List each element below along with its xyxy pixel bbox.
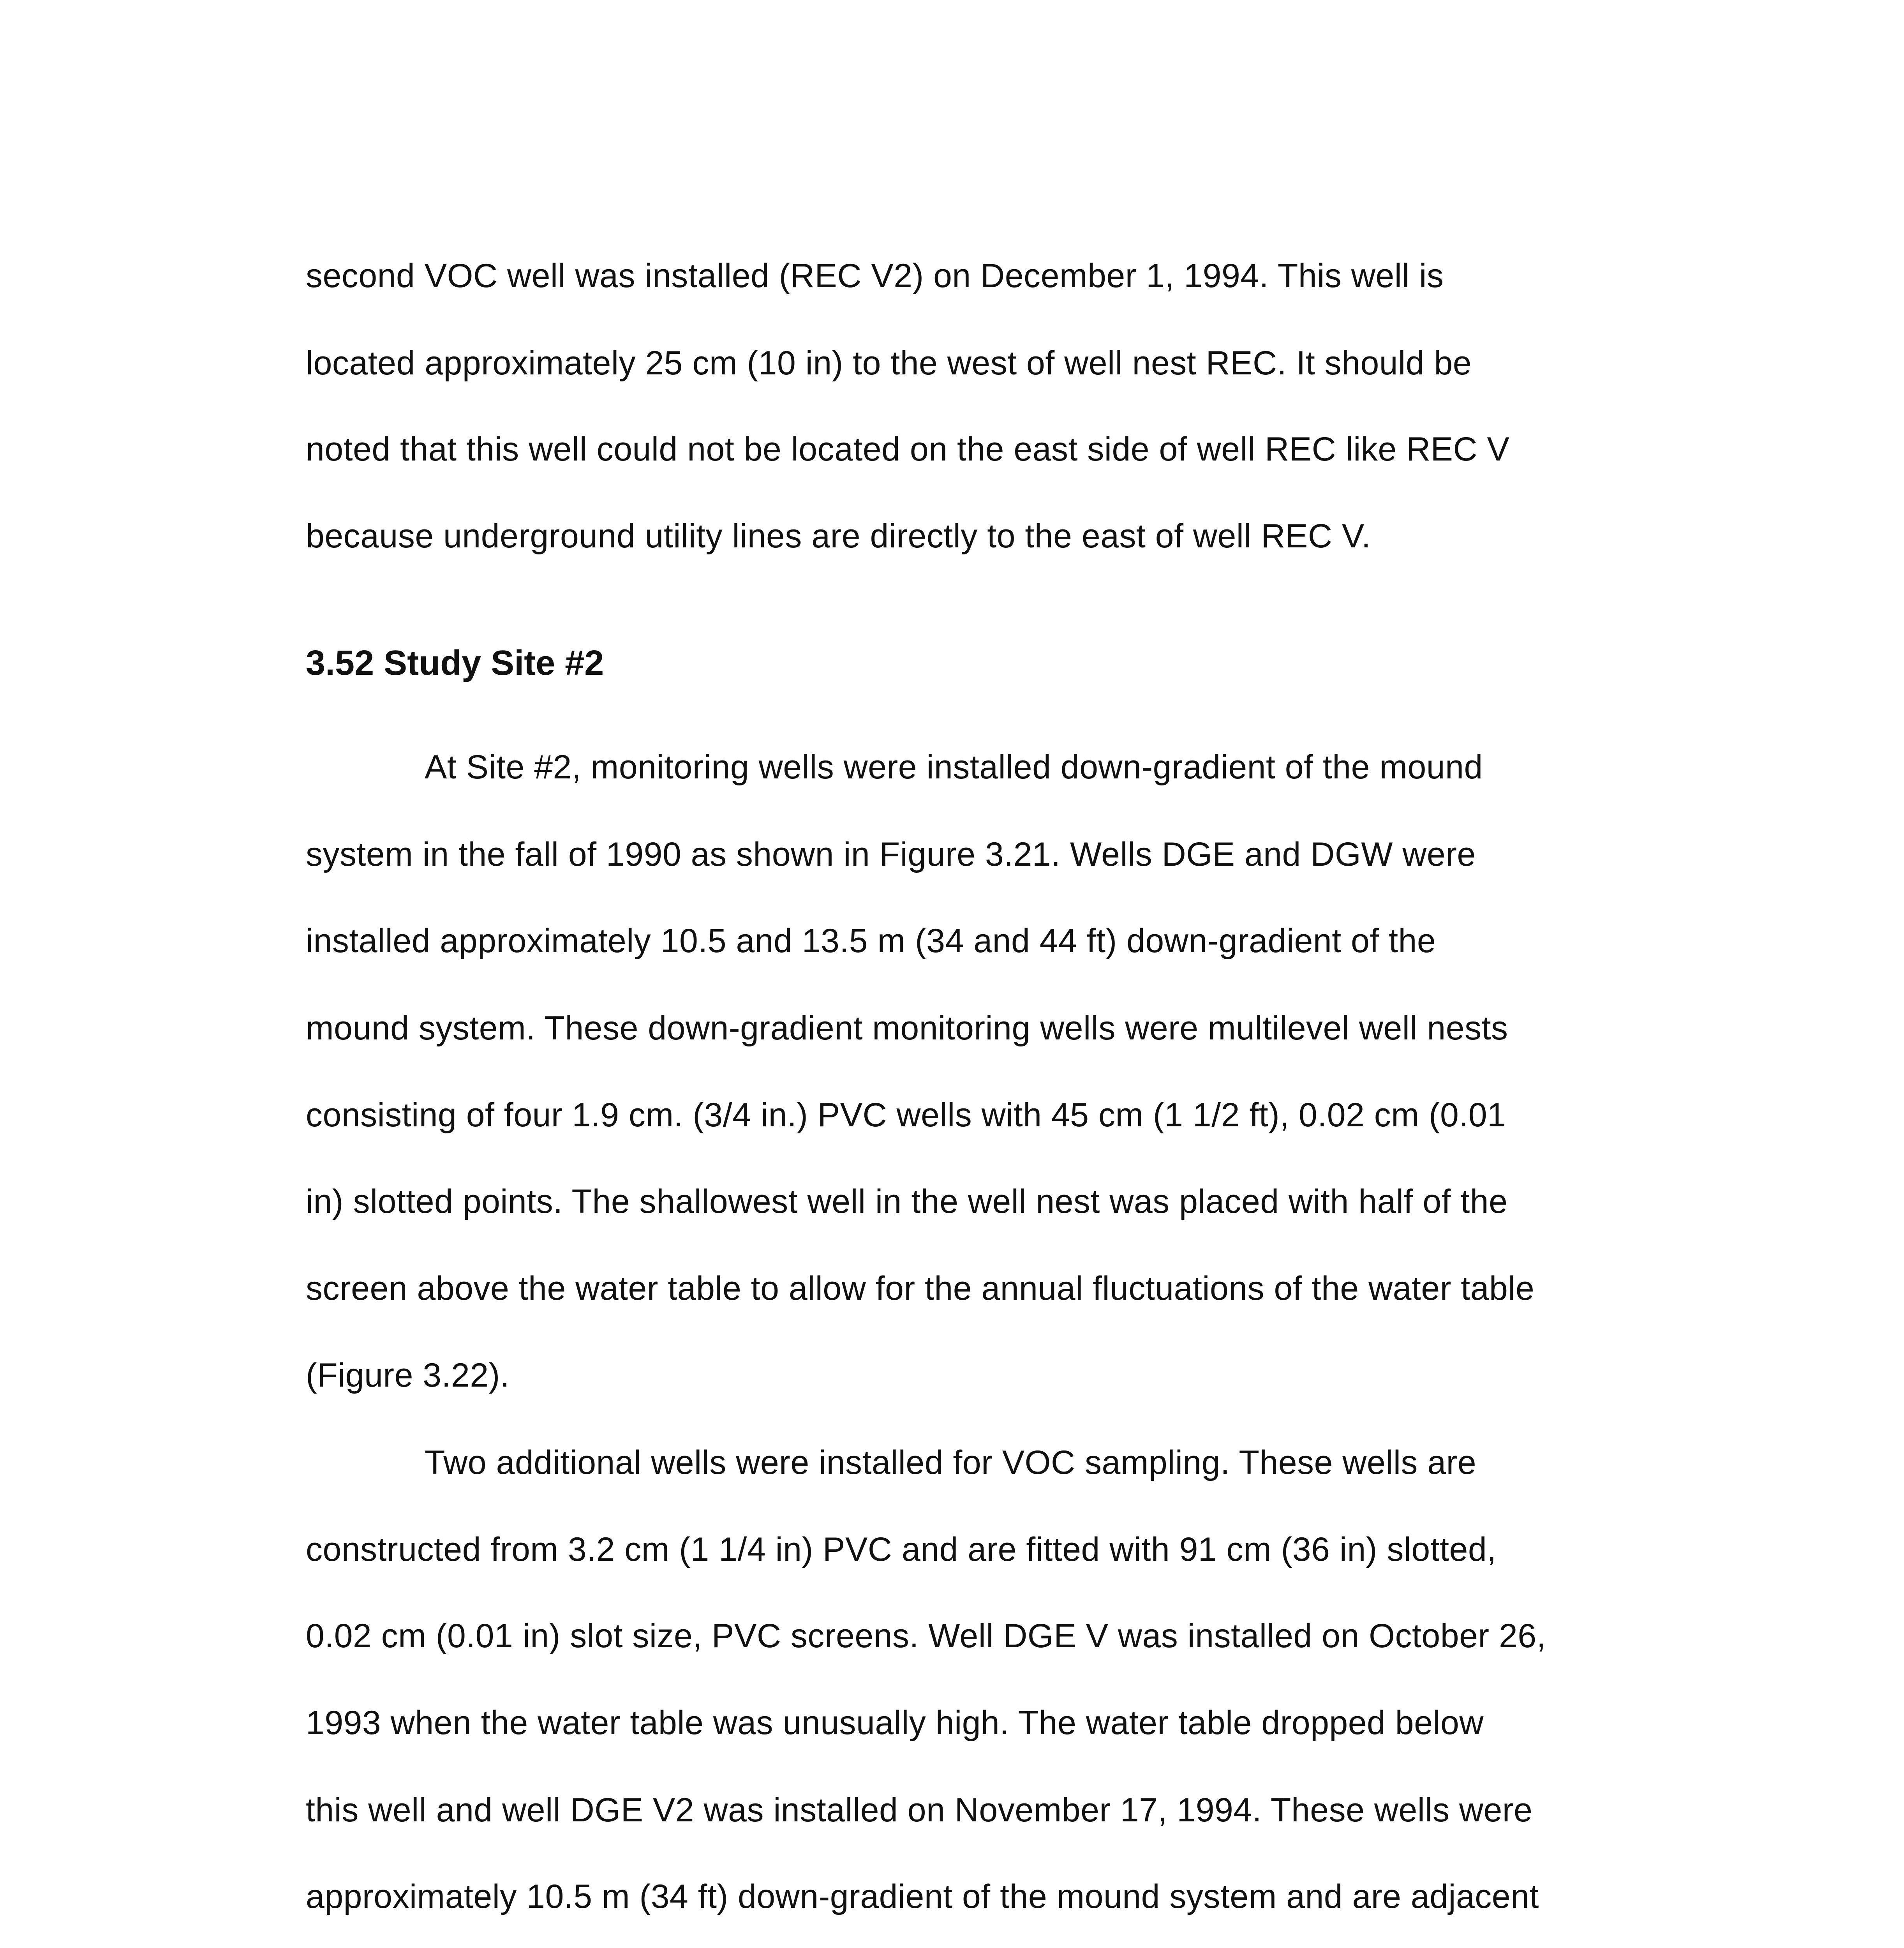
paragraph-2-line-4: mound system. These down-gradient monitoring wells were multilevel well nests bbox=[306, 1009, 1508, 1047]
paragraph-3-line-2: constructed from 3.2 cm (1 1/4 in) PVC and are fitted with 91 cm (36 in) slotted, bbox=[306, 1531, 1497, 1568]
paragraph-2-line-5: consisting of four 1.9 cm. (3/4 in.) PVC wells with 45 cm (1 1/2 ft), 0.02 cm (0.01 bbox=[306, 1096, 1506, 1134]
paragraph-3-line-1: Two additional wells were installed for VOC sampling. These wells are bbox=[425, 1444, 1477, 1481]
paragraph-3-line-5: this well and well DGE V2 was installed on November 17, 1994. These wells were bbox=[306, 1791, 1533, 1829]
paragraph-1-line-1: second VOC well was installed (REC V2) on December 1, 1994. This well is bbox=[306, 257, 1444, 295]
paragraph-3-line-3: 0.02 cm (0.01 in) slot size, PVC screens. Well DGE V was installed on October 26, bbox=[306, 1617, 1546, 1655]
paragraph-2-line-2: system in the fall of 1990 as shown in Figure 3.21. Wells DGE and DGW were bbox=[306, 836, 1476, 873]
paragraph-2-line-3: installed approximately 10.5 and 13.5 m (34 and 44 ft) down-gradient of the bbox=[306, 922, 1436, 960]
paragraph-3-line-4: 1993 when the water table was unusually high. The water table dropped below bbox=[306, 1704, 1484, 1742]
paragraph-1-line-4: because underground utility lines are directly to the east of well REC V. bbox=[306, 517, 1371, 555]
section-heading: 3.52 Study Site #2 bbox=[306, 644, 604, 683]
paragraph-1-line-2: located approximately 25 cm (10 in) to the west of well nest REC. It should be bbox=[306, 344, 1472, 382]
paragraph-2-line-8: (Figure 3.22). bbox=[306, 1357, 510, 1394]
paragraph-3-line-6: approximately 10.5 m (34 ft) down-gradient of the mound system and are adjacent bbox=[306, 1878, 1539, 1915]
paragraph-2-line-7: screen above the water table to allow for the annual fluctuations of the water table bbox=[306, 1270, 1535, 1307]
paragraph-2-line-6: in) slotted points. The shallowest well in the well nest was placed with half of the bbox=[306, 1183, 1508, 1220]
paragraph-1-line-3: noted that this well could not be located on the east side of well REC like REC V bbox=[306, 431, 1510, 468]
paragraph-2-line-1: At Site #2, monitoring wells were installed down-gradient of the mound bbox=[425, 748, 1483, 786]
